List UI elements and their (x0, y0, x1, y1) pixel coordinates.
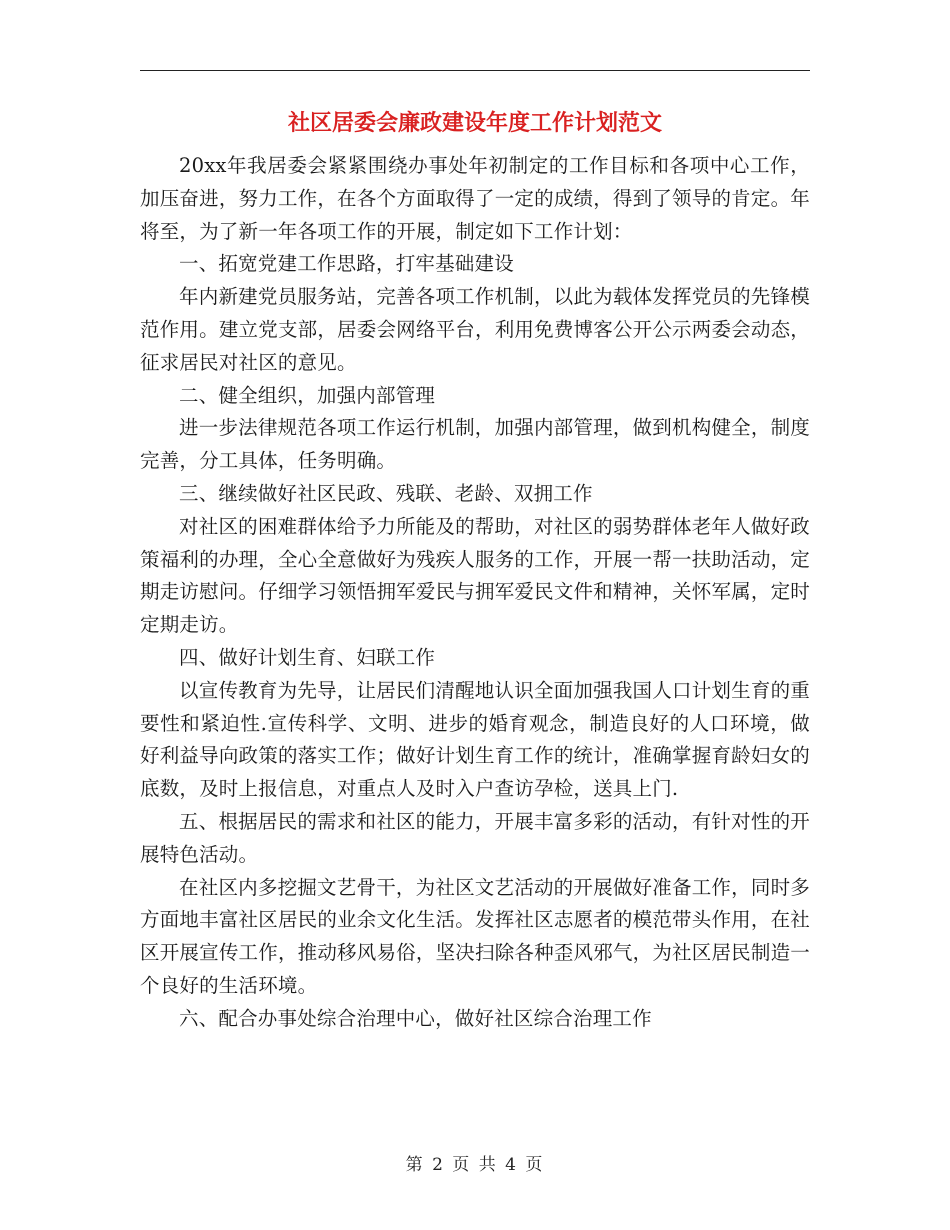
document-body (140, 150, 810, 1036)
paragraph-section-3: 对社区的困难群体给予力所能及的帮助，对社区的弱势群体老年人做好政策福利的办理，全心全意做好为残疾人服务的工作，开展一帮一扶助活动，定期走访慰问。仔细学习领悟拥军爱民与拥军爱民文件和精神，关怀军属，定时定期走访。 (140, 514, 810, 637)
paragraph-section-5: 在社区内多挖掘文艺骨干，为社区文艺活动的开展做好准备工作，同时多方面地丰富社区居民的业余文化生活。发挥社区志愿者的模范带头作用，在社区开展宣传工作，推动移风易俗，坚决扫除各种歪风邪气，为社区居民制造一个良好的生活环境。 (140, 875, 810, 997)
document-title: 社区居委会廉政建设年度工作计划范文 (287, 111, 662, 136)
paragraph-section-4: 以宣传教育为先导，让居民们清醒地认识全面加强我国人口计划生育的重要性和紧迫性.宣传科学、文明、进步的婚育观念，制造良好的人口环境，做好利益导向政策的落实工作；做好计划生育工作的统计，准确掌握育龄妇女的底数，及时上报信息，对重点人及时入户查访孕检，送具上门. (140, 678, 810, 801)
paragraph-intro: 20xx年我居委会紧紧围绕办事处年初制定的工作目标和各项中心工作，加压奋进，努力工作，在各个方面取得了一定的成绩，得到了领导的肯定。年将至，为了新一年各项工作的开展，制定如下工作计划： (140, 154, 810, 243)
section-heading-1: 一、拓宽党建工作思路，打牢基础建设 (179, 252, 514, 276)
paragraph-section-2: 进一步法律规范各项工作运行机制，加强内部管理，做到机构健全，制度完善，分工具体，任务明确。 (140, 416, 810, 473)
section-heading-3: 三、继续做好社区民政、残联、老龄、双拥工作 (179, 481, 593, 505)
header-rule (140, 70, 810, 71)
section-heading-5: 五、根据居民的需求和社区的能力，开展丰富多彩的活动，有针对性的开展特色活动。 (140, 809, 810, 866)
page-number-footer: 第 2 页 共 4 页 (405, 1155, 545, 1175)
section-heading-6: 六、配合办事处综合治理中心，做好社区综合治理工作 (179, 1006, 652, 1030)
section-heading-2: 二、健全组织，加强内部管理 (179, 383, 436, 407)
section-heading-4: 四、做好计划生育、妇联工作 (179, 645, 436, 669)
paragraph-section-1: 年内新建党员服务站，完善各项工作机制，以此为载体发挥党员的先锋模范作用。建立党支部，居委会网络平台，利用免费博客公开公示两委会动态，征求居民对社区的意见。 (140, 285, 810, 374)
